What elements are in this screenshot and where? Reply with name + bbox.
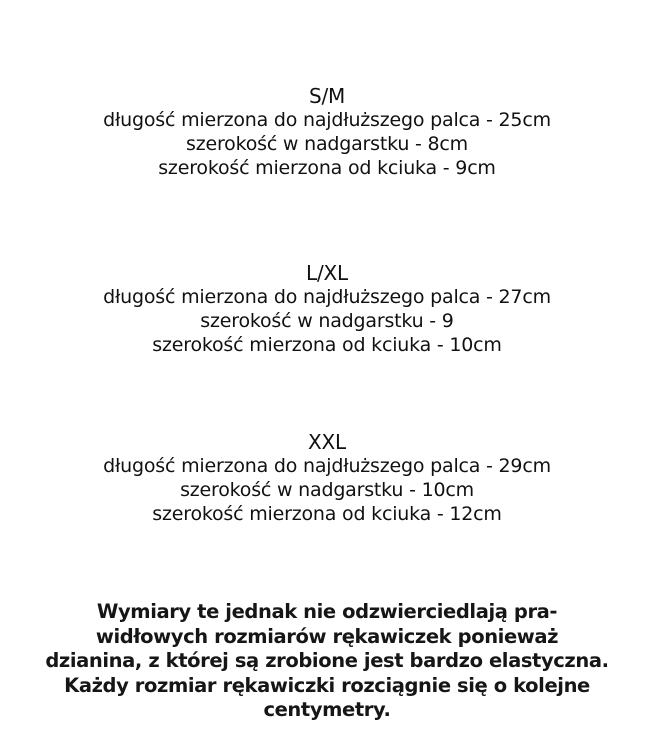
- size-block-xxl: [0, 430, 654, 526]
- size-block-s-m: [0, 84, 654, 180]
- size-block-l-xl: [0, 261, 654, 357]
- elasticity-note: [0, 600, 654, 723]
- note-line: centymetry.: [263, 698, 391, 721]
- length-measurement: długość mierzona do najdłuższego palca - 29cm: [103, 455, 551, 477]
- thumb-width-measurement: szerokość mierzona od kciuka - 10cm: [152, 334, 502, 356]
- size-title: L/XL: [306, 261, 348, 285]
- note-line: dzianina, z której są zrobione jest bardzo elastyczna.: [45, 649, 609, 672]
- thumb-width-measurement: szerokość mierzona od kciuka - 9cm: [158, 157, 496, 179]
- note-line: Każdy rozmiar rękawiczki rozciągnie się o kolejne: [64, 673, 590, 697]
- thumb-width-measurement: szerokość mierzona od kciuka - 12cm: [152, 503, 502, 525]
- note-line: widłowych rozmiarów rękawiczek ponieważ: [95, 624, 559, 648]
- size-title: S/M: [308, 84, 346, 108]
- wrist-width-measurement: szerokość w nadgarstku - 10cm: [180, 479, 474, 501]
- length-measurement: długość mierzona do najdłuższego palca - 27cm: [103, 286, 551, 308]
- size-title: XXL: [308, 430, 346, 454]
- wrist-width-measurement: szerokość w nadgarstku - 9: [200, 310, 454, 332]
- length-measurement: długość mierzona do najdłuższego palca - 25cm: [103, 109, 551, 131]
- wrist-width-measurement: szerokość w nadgarstku - 8cm: [186, 133, 468, 155]
- note-line: Wymiary te jednak nie odzwierciedlają pra-: [96, 600, 558, 623]
